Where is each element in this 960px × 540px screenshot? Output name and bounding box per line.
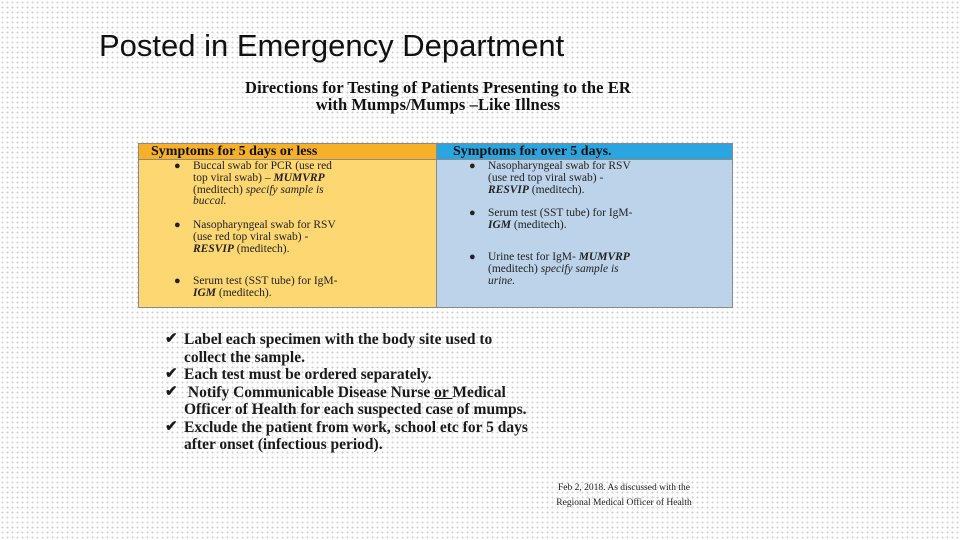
list-item <box>469 160 631 196</box>
checklist-text: collect the sample. <box>184 348 305 366</box>
item-text: top viral swab) – MUMVRP <box>193 171 325 184</box>
column-over-5-days <box>437 144 732 307</box>
bullet-icon: ● <box>469 207 476 219</box>
bullet-icon: ● <box>174 160 181 172</box>
checklist-text: Notify Communicable Disease Nurse or Medical <box>184 383 506 401</box>
instructions-checklist <box>165 331 745 454</box>
item-text: Serum test (SST tube) for IgM- <box>488 207 633 219</box>
checklist-text: Exclude the patient from work, school etc for 5 days <box>184 418 528 436</box>
column-header-right: Symptoms for over 5 days. <box>437 144 732 160</box>
document-title <box>138 79 738 113</box>
checklist-text: Each test must be ordered separately. <box>184 366 432 383</box>
item-text: IGM (meditech). <box>488 218 567 231</box>
item-text: Buccal swab for PCR (use red <box>193 160 332 172</box>
item-text: (meditech) specify sample is <box>488 262 619 275</box>
item-text: IGM (meditech). <box>193 286 272 299</box>
document-footer <box>500 481 748 511</box>
list-item <box>174 219 336 255</box>
column-header-left: Symptoms for 5 days or less <box>139 144 436 160</box>
item-text: Nasopharyngeal swab for RSV <box>193 219 336 231</box>
bullet-icon: ● <box>469 251 476 263</box>
list-item <box>469 207 633 232</box>
slide-title: Posted in Emergency Department <box>99 28 565 63</box>
list-item <box>174 160 332 208</box>
checkmark-icon: ✔ <box>165 383 178 400</box>
checkmark-icon: ✔ <box>165 331 178 347</box>
item-text: (use red top viral swab) - <box>488 171 604 184</box>
bullet-icon: ● <box>174 219 181 231</box>
bullet-icon: ● <box>174 275 181 287</box>
item-text: urine. <box>488 274 516 287</box>
item-text: buccal. <box>193 195 227 208</box>
item-text: RESVIP (meditech). <box>488 183 585 196</box>
item-text: Urine test for IgM- MUMVRP <box>488 251 630 263</box>
checklist-item <box>165 331 745 366</box>
list-item <box>469 251 630 287</box>
checklist-item <box>165 419 745 454</box>
checkmark-icon: ✔ <box>165 366 178 382</box>
document-title-line: with Mumps/Mumps –Like Illness <box>315 95 561 114</box>
footer-line: Regional Medical Officer of Health <box>556 498 692 508</box>
item-text: Serum test (SST tube) for IgM- <box>193 275 338 287</box>
checklist-text: after onset (infectious period). <box>184 436 383 453</box>
footer-line: Feb 2, 2018. As discussed with the <box>558 483 690 493</box>
bullet-icon: ● <box>469 160 476 172</box>
checklist-item <box>165 366 745 384</box>
symptoms-table <box>138 143 733 308</box>
checklist-item <box>165 384 745 419</box>
checkmark-icon: ✔ <box>165 418 178 435</box>
checklist-text: Label each specimen with the body site used to <box>184 331 493 348</box>
item-text: RESVIP (meditech). <box>193 242 290 255</box>
document-title-line: Directions for Testing of Patients Presenting to the ER <box>245 78 631 97</box>
item-text: (meditech) specify sample is <box>193 183 324 196</box>
column-5-days-or-less <box>139 144 437 307</box>
checklist-text: Officer of Health for each suspected case of mumps. <box>184 401 527 418</box>
item-text: Nasopharyngeal swab for RSV <box>488 160 631 172</box>
list-item <box>174 275 338 300</box>
item-text: (use red top viral swab) - <box>193 230 309 243</box>
